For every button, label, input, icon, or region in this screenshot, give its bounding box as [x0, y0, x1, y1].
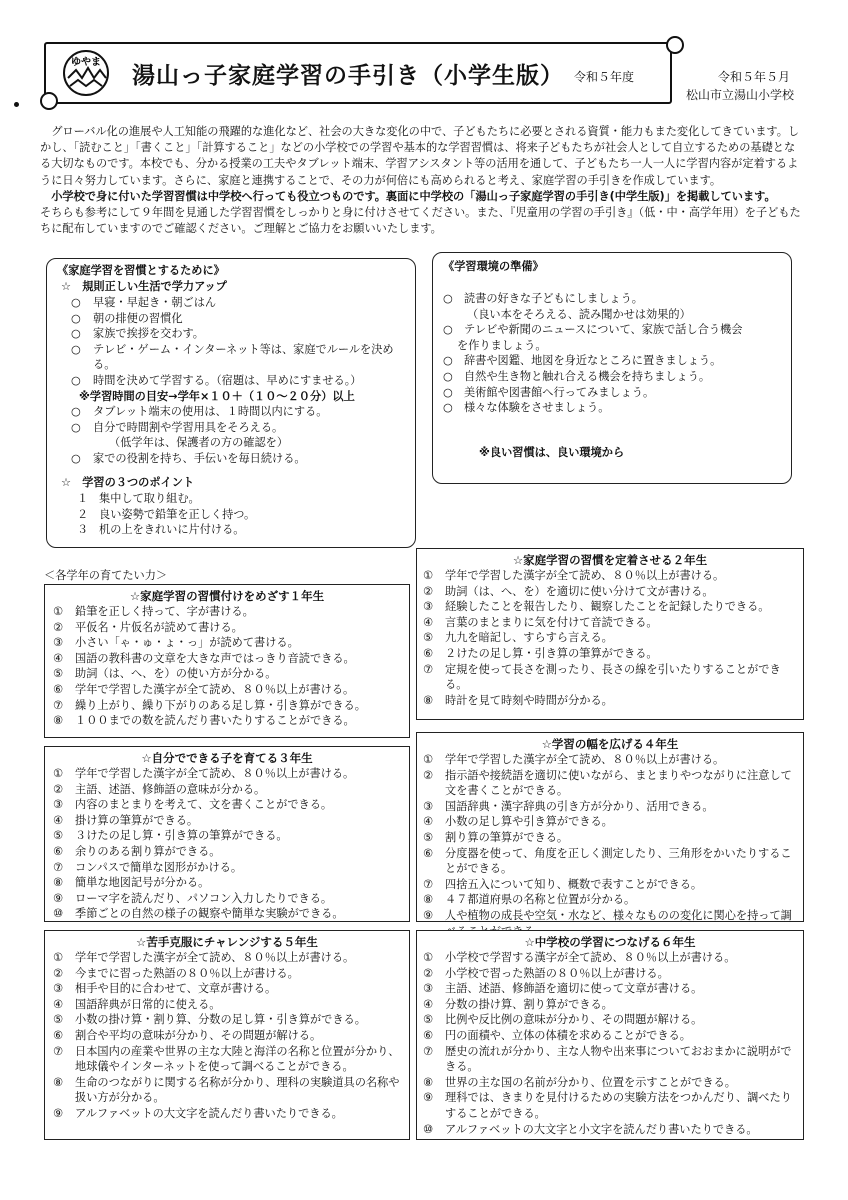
grade-6-box [416, 930, 804, 1140]
grade-6-list [417, 950, 803, 1137]
list-item: ⑦ 日本国内の産業や世界の主な大陸と海洋の名称と位置が分かり、地球儀やインターネットを使って調べることができる。 [53, 1044, 400, 1074]
intro-paragraph-1: グローバル化の進展や人工知能の飛躍的な進化など、社会の大きな変化の中で、子どもたちに必要とされる資質・能力もまた変化してきています。しかし、「読むこと」「書くこと」「計算すること」などの小学校での学習や基本的な学習習慣は、将来子どもたちが社会人として自立するための基礎となる大切なものです。本校でも、分かる授業の工夫やタブレット端末、学習アシスタント等の活用を通して、子どもたち一人一人に学習内容が定着するように日々努力しています。さらに、家庭と連携することで、その力が何倍にも高められると考え、家庭学習の手引きを作成しています。 [40, 125, 800, 187]
list-item: ⑧ 簡単な地図記号が分かる。 [53, 876, 210, 890]
list-item: ○ 辞書や図鑑、地図を身近なところに置きましょう。 [443, 354, 722, 368]
habit-section-1: ☆ 規則正しい生活で学力アップ [61, 280, 227, 293]
habit-section-2: ☆ 学習の３つのポイント [61, 476, 195, 489]
list-item: ⑧ ４７都道府県の名称と位置が分かる。 [423, 893, 636, 907]
list-item: ① 学年で学習した漢字が全て読め、８０％以上が書ける。 [53, 951, 355, 964]
page-title: 湯山っ子家庭学習の手引き（小学生版） [132, 63, 564, 89]
list-item: ⑤ ３けたの足し算・引き算の筆算ができる。 [53, 829, 288, 843]
list-item: ⑨ 理科では、きまりを見付けるための実験方法をつかんだり、調べたりすることができる。 [423, 1091, 792, 1120]
list-item: ④ 小数の足し算や引き算ができる。 [423, 815, 613, 829]
list-item: ⑤ 九九を暗記し、すらすら言える。 [423, 631, 613, 645]
list-item: ③ 相手や目的に合わせて、文章が書ける。 [53, 982, 277, 996]
list-item: ○ 読書の好きな子どもにしましょう。 [443, 292, 643, 305]
list-item: ３ 机の上をきれいに片付ける。 [77, 523, 245, 537]
list-item: ⑤ 比例や反比例の意味が分かり、その問題が解ける。 [423, 1013, 703, 1027]
list-item: ③ 内容のまとまりを考えて、文を書くことができる。 [53, 798, 333, 812]
list-item: ⑥ 学年で学習した漢字が全て読め、８０％以上が書ける。 [53, 682, 355, 696]
list-item: ⑥ 余りのある割り算ができる。 [53, 844, 221, 858]
grade-5-title: ☆苦手克服にチャレンジする５年生 [136, 935, 318, 949]
grade-2-box [416, 548, 804, 720]
habit-title: 《家庭学習を習慣とするために》 [57, 264, 225, 277]
list-item: ④ 掛け算の筆算ができる。 [53, 813, 199, 827]
grade-2-list [417, 568, 803, 708]
list-item: ⑧ 世界の主な国の名前が分かり、位置を示すことができる。 [423, 1075, 736, 1089]
school-name: 松山市立湯山小学校 [686, 88, 795, 102]
list-item: ② 平仮名・片仮名が読めて書ける。 [53, 620, 243, 634]
list-item: ⑤ 割り算の筆算ができる。 [423, 830, 569, 844]
list-item: ⑩ アルファベットの大文字と小文字を読んだり書いたりできる。 [423, 1122, 758, 1136]
grade-4-box [416, 732, 804, 922]
grade-5-box [44, 930, 410, 1140]
list-item: ③ 経験したことを報告したり、観察したことを記録したりできる。 [423, 600, 770, 614]
grade-6-title: ☆中学校の学習につなげる６年生 [524, 935, 696, 949]
list-item: ⑦ 定規を使って長さを測ったり、長さの線を引いたりすることができる。 [423, 662, 781, 692]
intro-text [40, 124, 804, 237]
list-item: ① 学年で学習した漢字が全て読め、８０％以上が書ける。 [423, 753, 725, 766]
list-item: ○ 家族で挨拶を交わす。 [71, 327, 204, 341]
list-item: ○ テレビ・ゲーム・インターネット等は、家庭でルールを決める。 [71, 342, 394, 372]
list-item: ⑦ 四捨五入について知り、概数で表すことができる。 [423, 877, 703, 891]
env-title: 《学習環境の準備》 [443, 260, 544, 273]
list-item: ④ 分数の掛け算、割り算ができる。 [423, 997, 613, 1011]
environment-box [432, 252, 792, 484]
study-time-rule: ※学習時間の目安→学年×１０＋（１０～２０分）以上 [79, 389, 355, 403]
grade-4-list [417, 752, 803, 939]
intro-paragraph-2: 小学校で身に付いた学習習慣は中学校へ行っても役立つものです。裏面に中学校の「湯山っ子家庭学習の手引き(中学生版)」を掲載しています。 [51, 189, 776, 203]
list-item: ⑨ 人や植物の成長や空気・水など、様々なものの変化に関心を持って調 [423, 908, 792, 922]
list-item: ② 主語、述語、修飾語の意味が分かる。 [53, 782, 266, 796]
grade-4-title: ☆学習の幅を広げる４年生 [541, 737, 679, 751]
grade-5-list [45, 950, 409, 1122]
list-item: ② 助詞（は、へ、を）を適切に使い分けて文が書ける。 [423, 584, 714, 598]
list-item: ③ 国語辞典・漢字辞典の引き方が分かり、活用できる。 [423, 799, 714, 813]
list-item: ○ 美術館や図書館へ行ってみましょう。 [443, 385, 655, 399]
list-item: ⑨ アルファベットの大文字を読んだり書いたりできる。 [53, 1106, 343, 1120]
list-item: ⑨ ローマ字を読んだり、パソコン入力したりできる。 [53, 891, 333, 905]
list-item: ⑩ 季節ごとの自然の様子の観察や簡単な実験ができる。 [53, 907, 344, 921]
parent-note: （低学年は、保護者の方の確認を） [109, 436, 289, 450]
habit-list-1 [71, 295, 401, 467]
list-item: ④ 国語辞典が日常的に使える。 [53, 997, 221, 1011]
list-item: ④ 国語の教科書の文章を大きな声ではっきり音読できる。 [53, 651, 355, 665]
list-item: ○ 朝の排便の習慣化 [71, 311, 183, 325]
grade-1-list [45, 604, 409, 729]
list-item: ⑤ 助詞（は、へ、を）の使い方が分かる。 [53, 667, 277, 681]
list-item: ④ 言葉のまとまりに気を付けて音読できる。 [423, 615, 658, 629]
list-item: ② 今までに習った熟語の８０％以上が書ける。 [53, 966, 299, 980]
list-item: ○ 早寝・早起き・朝ごはん [71, 296, 217, 309]
grade-1-title: ☆家庭学習の習慣付けをめざす１年生 [129, 589, 325, 603]
list-item: ① 鉛筆を正しく持って、字が書ける。 [53, 605, 254, 618]
list-item: ⑧ １００までの数を読んだり書いたりすることができる。 [53, 714, 355, 728]
list-item: ○ 自分で時間割や学習用具をそろえる。 [71, 420, 284, 434]
fiscal-year: 令和５年度 [574, 70, 635, 84]
list-item: ③ 小さい「ゃ・ゅ・ょ・っ」が読めて書ける。 [53, 636, 299, 650]
list-item: ② 小学校で習った熟語の８０％以上が書ける。 [423, 966, 669, 980]
list-item: を作りましょう。 [457, 338, 547, 352]
grade-3-list [45, 766, 409, 922]
points-list [77, 491, 397, 538]
list-item: ⑥ 分度器を使って、角度を正しく測定したり、三角形をかいたりすることができる。 [423, 846, 792, 876]
list-item: ⑧ 生命のつながりに関する名称が分かり、理科の実験道具の名称や扱い方が分かる。 [53, 1075, 400, 1105]
grade-3-box [44, 746, 410, 922]
list-item: ⑧ 時計を見て時刻や時間が分かる。 [423, 693, 613, 707]
list-item: ○ 時間を決めて学習する。（宿題は、早めにすませる。） [71, 373, 362, 387]
list-item: ⑥ 円の面積や、立体の体積を求めることができる。 [423, 1028, 691, 1042]
list-item: ⑦ 歴史の流れが分かり、主な人物や出来事についておおまかに説明ができる。 [423, 1044, 792, 1074]
list-item: ① 学年で学習した漢字が全て読め、８０％以上が書ける。 [53, 767, 355, 780]
school-logo [62, 48, 110, 98]
list-item: ① 小学校で学習する漢字が全て読め、８０％以上が書ける。 [423, 951, 736, 964]
grade-3-title: ☆自分でできる子を育てる３年生 [141, 751, 313, 765]
list-item: １ 集中して取り組む。 [77, 492, 200, 505]
list-item: ⑥ 割合や平均の意味が分かり、その問題が解ける。 [53, 1028, 322, 1042]
env-list [443, 291, 783, 416]
issue-date: 令和５年５月 [718, 70, 791, 84]
list-item: ⑤ 小数の掛け算・割り算、分数の足し算・引き算ができる。 [53, 1013, 366, 1027]
habit-box [46, 258, 416, 548]
list-item: ○ タブレット端末の使用は、１時間以内にする。 [71, 405, 328, 419]
intro-paragraph-3: そちらも参考にして９年間を見通した学習習慣をしっかりと身に付けさせてください。また、『児童用の学習の手引き』（低・中・高学年用）を子どもたちに配布していますのでご確認ください。ご理解とご協力をお願いいたします。 [40, 206, 801, 236]
list-item: ⑦ 繰り上がり、繰り下がりのある足し算・引き算ができる。 [53, 698, 366, 712]
list-item: （良い本をそろえる、読み聞かせは効果的） [467, 307, 691, 321]
logo-text: ゆやま [71, 57, 101, 68]
list-item: ① 学年で学習した漢字が全て読め、８０％以上が書ける。 [423, 569, 725, 582]
grade-1-box [44, 584, 410, 738]
grade-2-title: ☆家庭学習の習慣を定着させる２年生 [512, 553, 708, 567]
list-item: ⑦ コンパスで簡単な図形がかける。 [53, 860, 243, 874]
list-item: ③ 主語、述語、修飾語を適切に使って文章が書ける。 [423, 982, 703, 996]
list-item: ○ 様々な体験をさせましょう。 [443, 401, 610, 415]
list-item: ⑥ ２けたの足し算・引き算の筆算ができる。 [423, 646, 658, 660]
list-item: ○ テレビや新聞のニュースについて、家族で話し合う機会 [443, 323, 743, 337]
list-item: ○ 家での役割を持ち、手伝いを毎日続ける。 [71, 451, 306, 465]
list-item: ② 指示語や接続語を適切に使いながら、まとまりやつながりに注意して文を書くことができる。 [423, 768, 792, 798]
grades-label: ＜各学年の育てたい力＞ [44, 569, 168, 582]
margin-dot [14, 102, 19, 107]
list-item: ○ 自然や生き物と触れ合える機会を持ちましょう。 [443, 369, 711, 383]
env-slogan: ※良い習慣は、良い環境から [479, 446, 625, 459]
list-item: ２ 良い姿勢で鉛筆を正しく持つ。 [77, 507, 256, 521]
